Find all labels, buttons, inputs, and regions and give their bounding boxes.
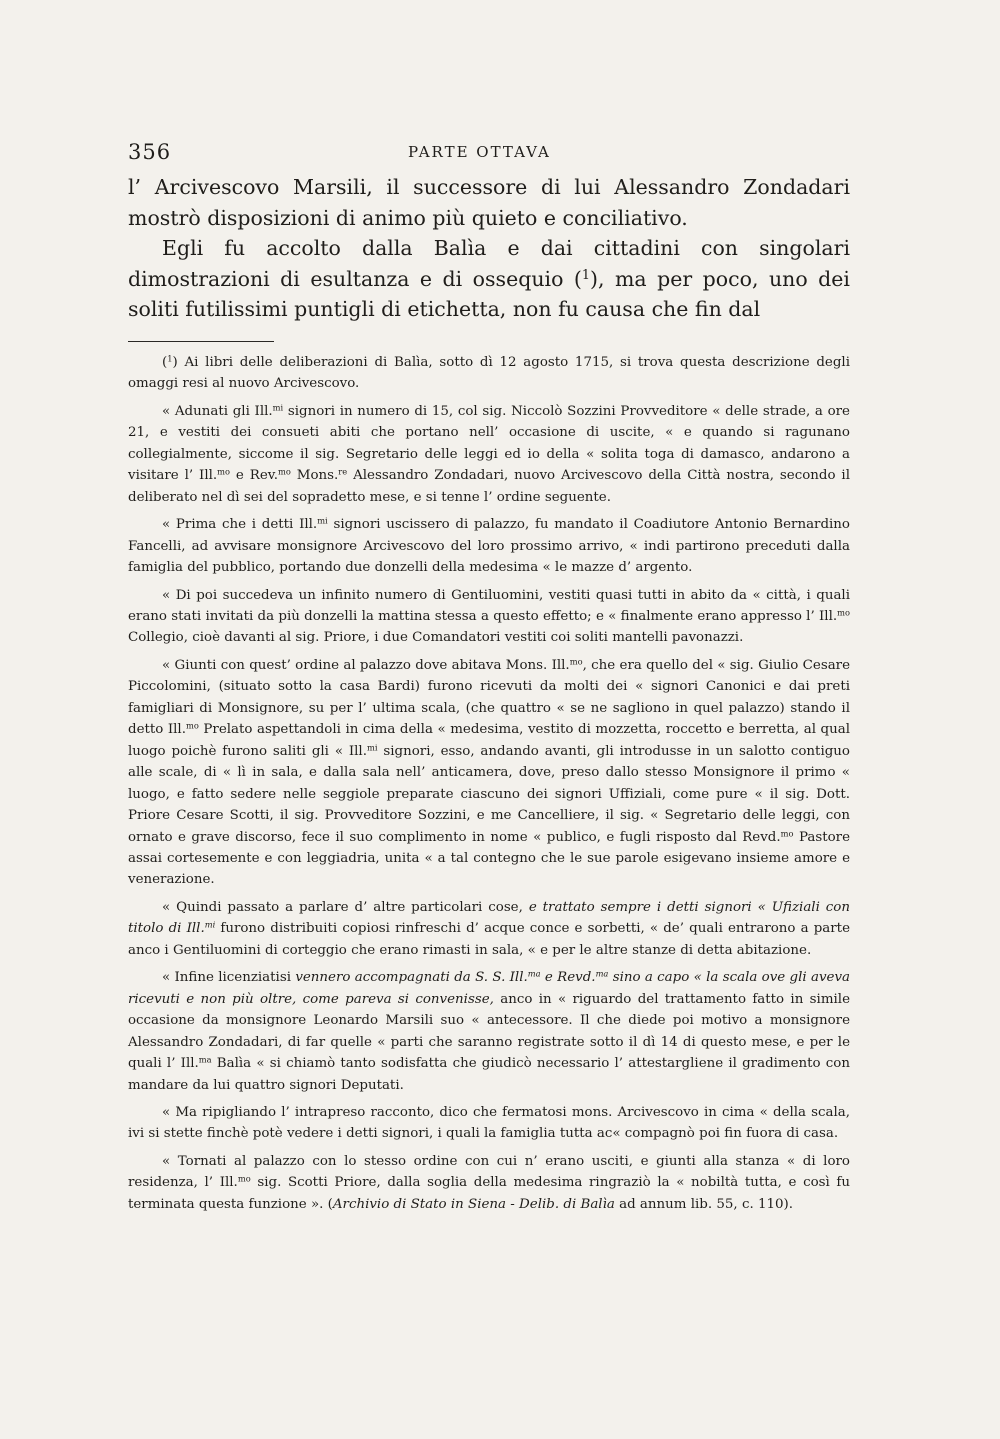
footnote-ref: 1	[581, 266, 590, 282]
paragraph: Egli fu accolto dalla Balìa e dai cittadini con singolari dimostrazioni di esultanza e di ossequio ($^1$), ma per poco, uno dei soliti futilissimi puntigli di etichetta, non fu causa che fin dal	[128, 236, 850, 321]
footnote-paragraph: « Ma ripigliando l’ intrapreso racconto, dico che fermatosi mons. Arcivescovo in cima « della scala, ivi si stette finchè potè vedere i detti signori, i quali la famiglia tutta ac« compagnò poi fin fuora di casa.	[128, 1104, 850, 1142]
main-text	[128, 172, 850, 325]
paragraph: l’ Arcivescovo Marsili, il successore di lui Alessandro Zondadari mostrò disposizioni di animo più quieto e conciliativo.	[128, 175, 850, 230]
footnotes	[128, 352, 850, 1221]
footnote-paragraph: « Prima che i detti Ill.$^{mi}$ signori uscissero di palazzo, fu mandato il Coadiutore Antonio Bernardino Fancelli, ad avvisare monsignore Arcivescovo del loro prossimo arrivo, « indi partirono preceduti dalla famiglia del pubblico, portando due donzelli della medesima « le mazze d’ argento.	[128, 515, 850, 576]
archive-citation: Archivio di Stato in Siena - Delib. di Balìa	[332, 1196, 615, 1212]
footnote-rule	[128, 341, 274, 342]
footnote-mark: 1	[167, 353, 173, 364]
footnote-paragraph: « Tornati al palazzo con lo stesso ordine con cui n’ erano usciti, e giunti alla stanza « di loro residenza, l’ Ill.$^{mo}$ sig. Scotti Priore, dalla soglia della medesima ringraziò la « nobiltà tutta, e così fu terminata questa funzione ». (Archivio di Stato in Siena - Delib. di Balìa ad annum lib. 55, c. 110).	[128, 1153, 850, 1212]
footnote-paragraph: « Quindi passato a parlare d’ altre particolari cose, e trattato sempre i detti signori « Ufiziali con titolo di Ill.$^{mi}$ furono distribuiti copiosi rinfreschi d’ acque conce e sorbetti, « de’ quali entrarono a parte anco i Gentiluomini di corteggio che erano rimasti in sala, « e per le altre stanze di detta abitazione.	[128, 899, 850, 958]
running-head: PARTE OTTAVA	[408, 143, 551, 161]
footnote-paragraph: « Giunti con quest’ ordine al palazzo dove abitava Mons. Ill.$^{mo}$, che era quello del « sig. Giulio Cesare Piccolomini, (situato sotto la casa Bardi) furono ricevuti da molti dei « signori Canonici e dai preti famigliari di Monsignore, su per l’ ultima scala, (che quattro « se ne sagliono in quel palazzo) stando il detto Ill.$^{mo}$ Prelato aspettandoli in cima della « medesima, vestito di mozzetta, roccetto e berretta, al qual luogo poichè furono saliti gli « Ill.$^{mi}$ signori, esso, andando avanti, gli introdusse in un salotto contiguo alle scale, di « lì in sala, e dalla sala nell’ anticamera, dove, preso dallo stesso Monsignore il primo « luogo, e fatto sedere nelle seggiole preparate ciascuno dei signori Uffiziali, come pure « il sig. Dott. Priore Cesare Scotti, il sig. Provveditore Sozzini, e me Cancelliere, il sig. « Segretario delle leggi, con ornato e grave discorso, fece il suo complimento in nome « publico, e fugli risposto dal Revd.$^{mo}$ Pastore assai cortesemente e con leggiadria, unita « a tal contegno che le sue parole esigevano insieme amore e venerazione.	[128, 656, 851, 888]
footnote-paragraph: « Adunati gli Ill.$^{mi}$ signori in numero di 15, col sig. Niccolò Sozzini Provveditore « delle strade, a ore 21, e vestiti dei consueti abiti che portano nell’ occasione di uscite, « e quando si ragunano collegialmente, siccome il sig. Segretario delle leggi ed io della « solita toga di damasco, andarono a visitare l’ Ill.$^{mo}$ e Rev.$^{mo}$ Mons.$^{re}$ Alessandro Zondadari, nuovo Arcivescovo della Città nostra, secondo il deliberato nel dì sei del sopradetto mese, e si tenne l’ ordine seguente.	[128, 402, 850, 505]
footnote: ($^1$) Ai libri delle deliberazioni di Balìa, sotto dì 12 agosto 1715, si trova questa descrizione degli omaggi resi al nuovo Arcivescovo.	[128, 353, 850, 392]
page-header	[128, 140, 850, 170]
page-number: 356	[128, 140, 172, 164]
footnote-paragraph: « Infine licenziatisi vennero accompagnati da S. S. Ill.$^{ma}$ e Revd.$^{ma}$ sino a capo « la scala ove gli aveva ricevuti e non più oltre, come pareva si convenisse, anco in « riguardo del trattamento fatto in simile occasione da monsignore Leonardo Marsili suo « antecessore. Il che diede poi motivo a monsignore Alessandro Zondadari, di far quelle « parti che saranno registrate sotto il dì 14 di questo mese, e per le quali l’ Ill.$^{ma}$ Balìa « si chiamò tanto sodisfatta che giudicò necessario l’ attestargliene il gradimento con mandare da lui quattro signori Deputati.	[128, 968, 851, 1093]
footnote-paragraph: « Di poi succedeva un infinito numero di Gentiluomini, vestiti quasi tutti in abito da « città, i quali erano stati invitati da più donzelli la mattina stessa a questo effetto; e « finalmente erano appresso l’ Ill.$^{mo}$ Collegio, cioè davanti al sig. Priore, i due Comandatori vestiti coi soliti mantelli pavonazzi.	[128, 587, 850, 646]
